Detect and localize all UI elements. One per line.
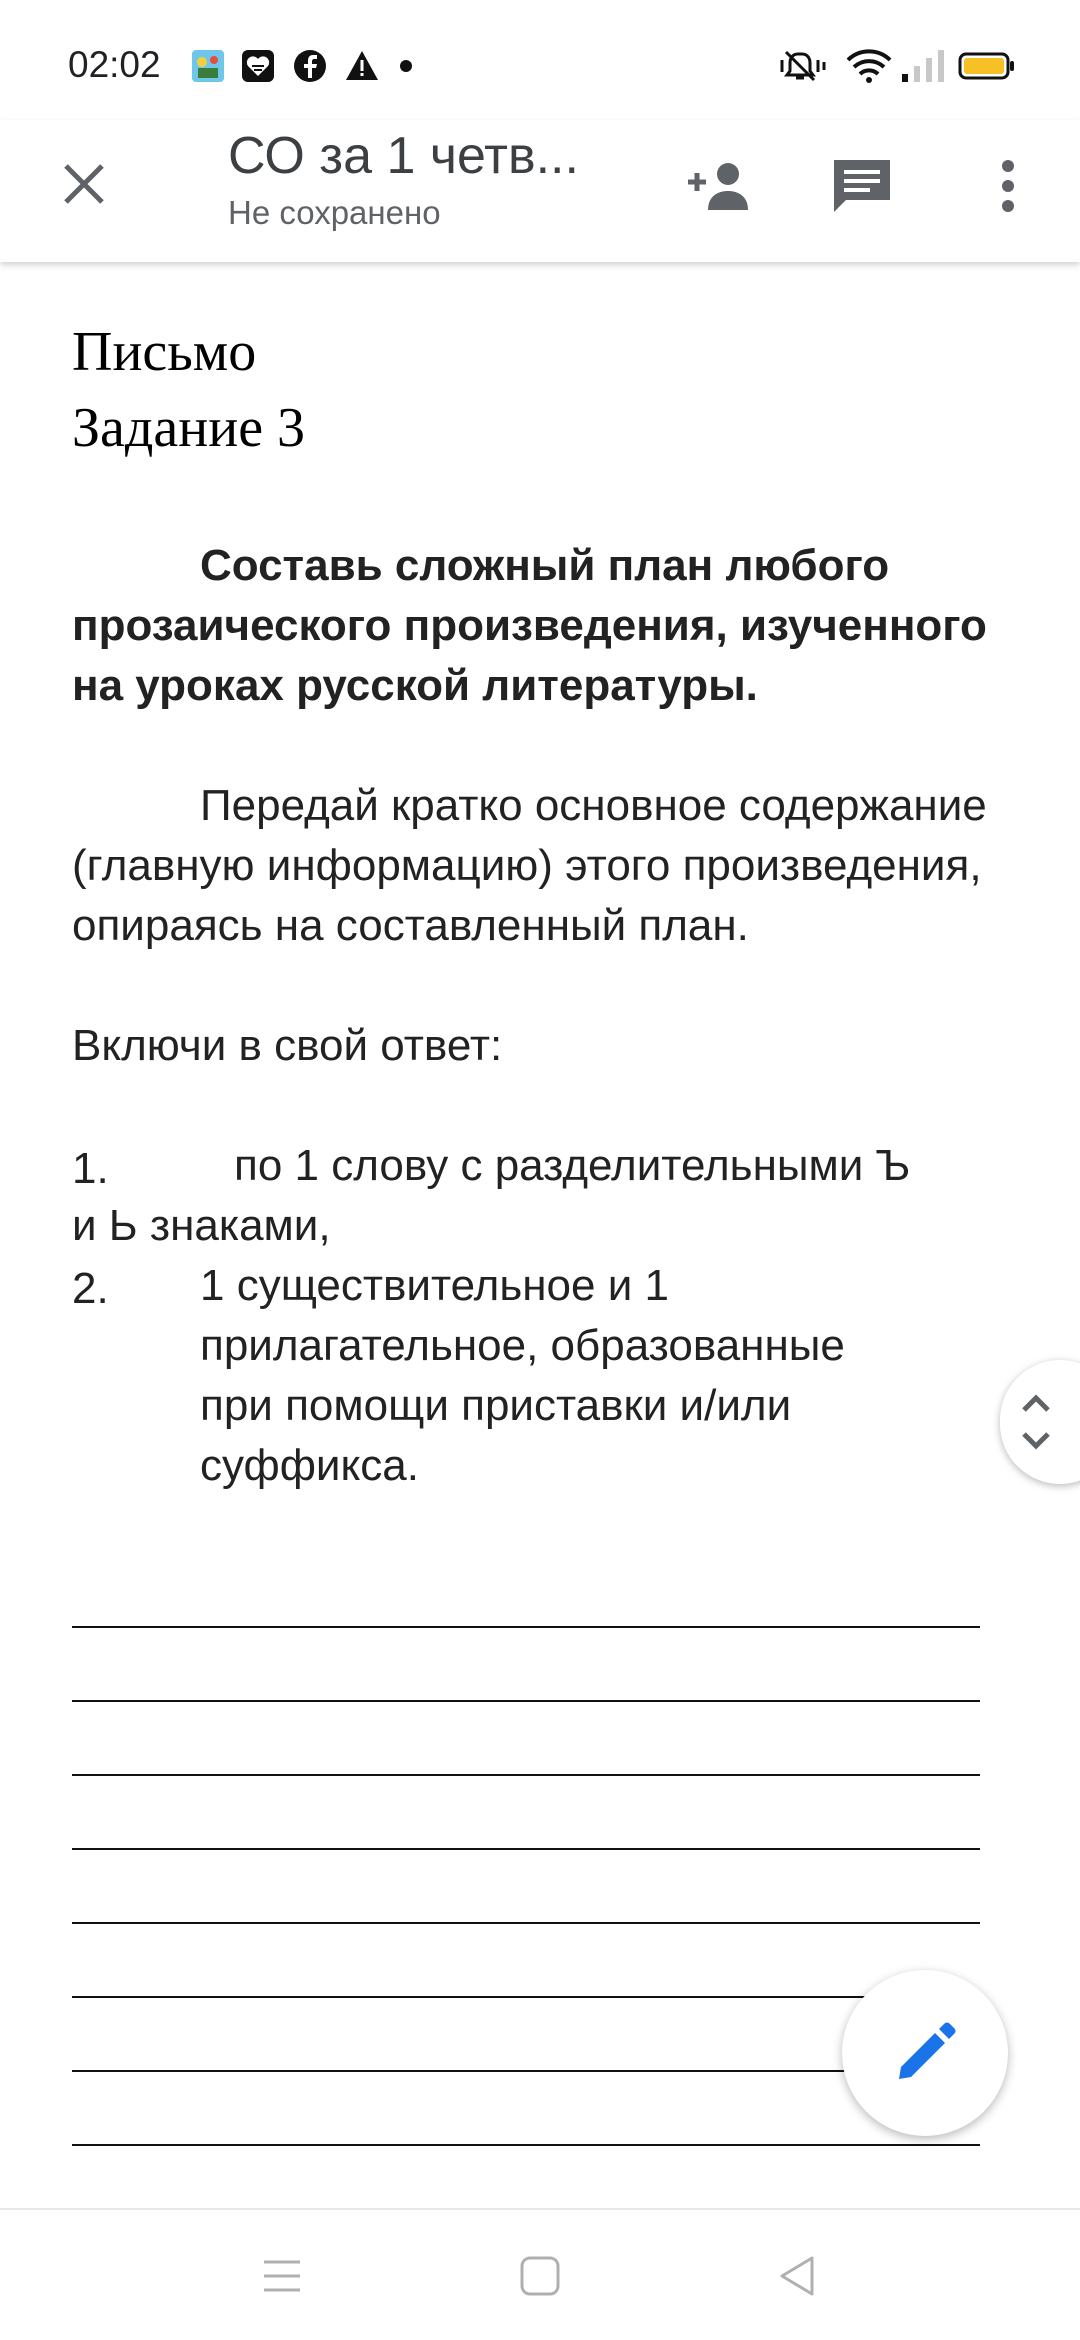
close-icon [60, 160, 108, 208]
comments-button[interactable] [822, 146, 902, 226]
comment-icon [830, 156, 894, 216]
facebook-icon [292, 48, 328, 84]
instruction-bold: Составь сложный план любого прозаического произведения, изученного на уроках русской литературы. [72, 541, 987, 710]
instruction-text: Передай кратко основное содержание (главную информацию) этого произведения, опираясь на составленный план. [72, 781, 987, 950]
list-item-2-line-4: суффикса. [200, 1441, 419, 1490]
status-time: 02:02 [68, 44, 161, 85]
document-title[interactable]: СО за 1 четв... [228, 127, 579, 185]
answer-line [72, 1922, 980, 1924]
list-item-2-line-1: 1 существительное и 1 [200, 1261, 669, 1310]
more-options-button[interactable] [968, 146, 1048, 226]
document-body[interactable] [0, 262, 1080, 2208]
dot-icon [396, 48, 432, 84]
shield-heart-icon [240, 48, 276, 84]
save-status: Не сохранено [228, 194, 441, 231]
heading-line-2: Задание 3 [72, 397, 306, 459]
list-item-2-line-2: прилагательное, образованные [200, 1321, 845, 1370]
mute-vibrate-icon [780, 48, 830, 84]
status-bar [0, 0, 1080, 120]
edit-pencil-icon [893, 2021, 957, 2085]
home-square-icon [518, 2254, 562, 2298]
menu-icon [260, 2256, 304, 2296]
back-triangle-icon [776, 2254, 820, 2298]
list-item-1-line-1: по 1 слову с разделительными Ъ [234, 1141, 911, 1190]
app-icon [190, 48, 226, 84]
include-label: Включи в свой ответ: [72, 1021, 503, 1070]
answer-line [72, 1848, 980, 1850]
signal-icon [900, 48, 946, 84]
warning-icon [344, 48, 380, 84]
more-vert-icon [998, 156, 1018, 216]
home-button[interactable] [510, 2248, 570, 2304]
list-number-2: 2. [72, 1264, 109, 1313]
answer-line [72, 1700, 980, 1702]
fast-scroll-handle[interactable] [1000, 1360, 1080, 1484]
recent-apps-button[interactable] [252, 2248, 312, 2304]
list-item-1-line-2: и Ь знаками, [72, 1201, 331, 1250]
share-button[interactable] [680, 146, 760, 226]
app-bar [0, 120, 1080, 262]
close-button[interactable] [48, 148, 120, 220]
answer-line [72, 1774, 980, 1776]
answer-line [72, 1996, 980, 1998]
wifi-icon [846, 48, 892, 84]
edit-fab[interactable] [842, 1970, 1008, 2136]
add-person-icon [684, 158, 756, 214]
list-number-1: 1. [72, 1144, 109, 1193]
list-item-2-line-3: при помощи приставки и/или [200, 1381, 792, 1430]
answer-line [72, 2144, 980, 2146]
heading-line-1: Письмо [72, 321, 257, 383]
back-button[interactable] [768, 2248, 828, 2304]
navigation-bar [0, 2208, 1080, 2340]
battery-icon [958, 48, 1016, 84]
answer-line [72, 1626, 980, 1628]
scroll-arrows-icon [1006, 1360, 1066, 1484]
